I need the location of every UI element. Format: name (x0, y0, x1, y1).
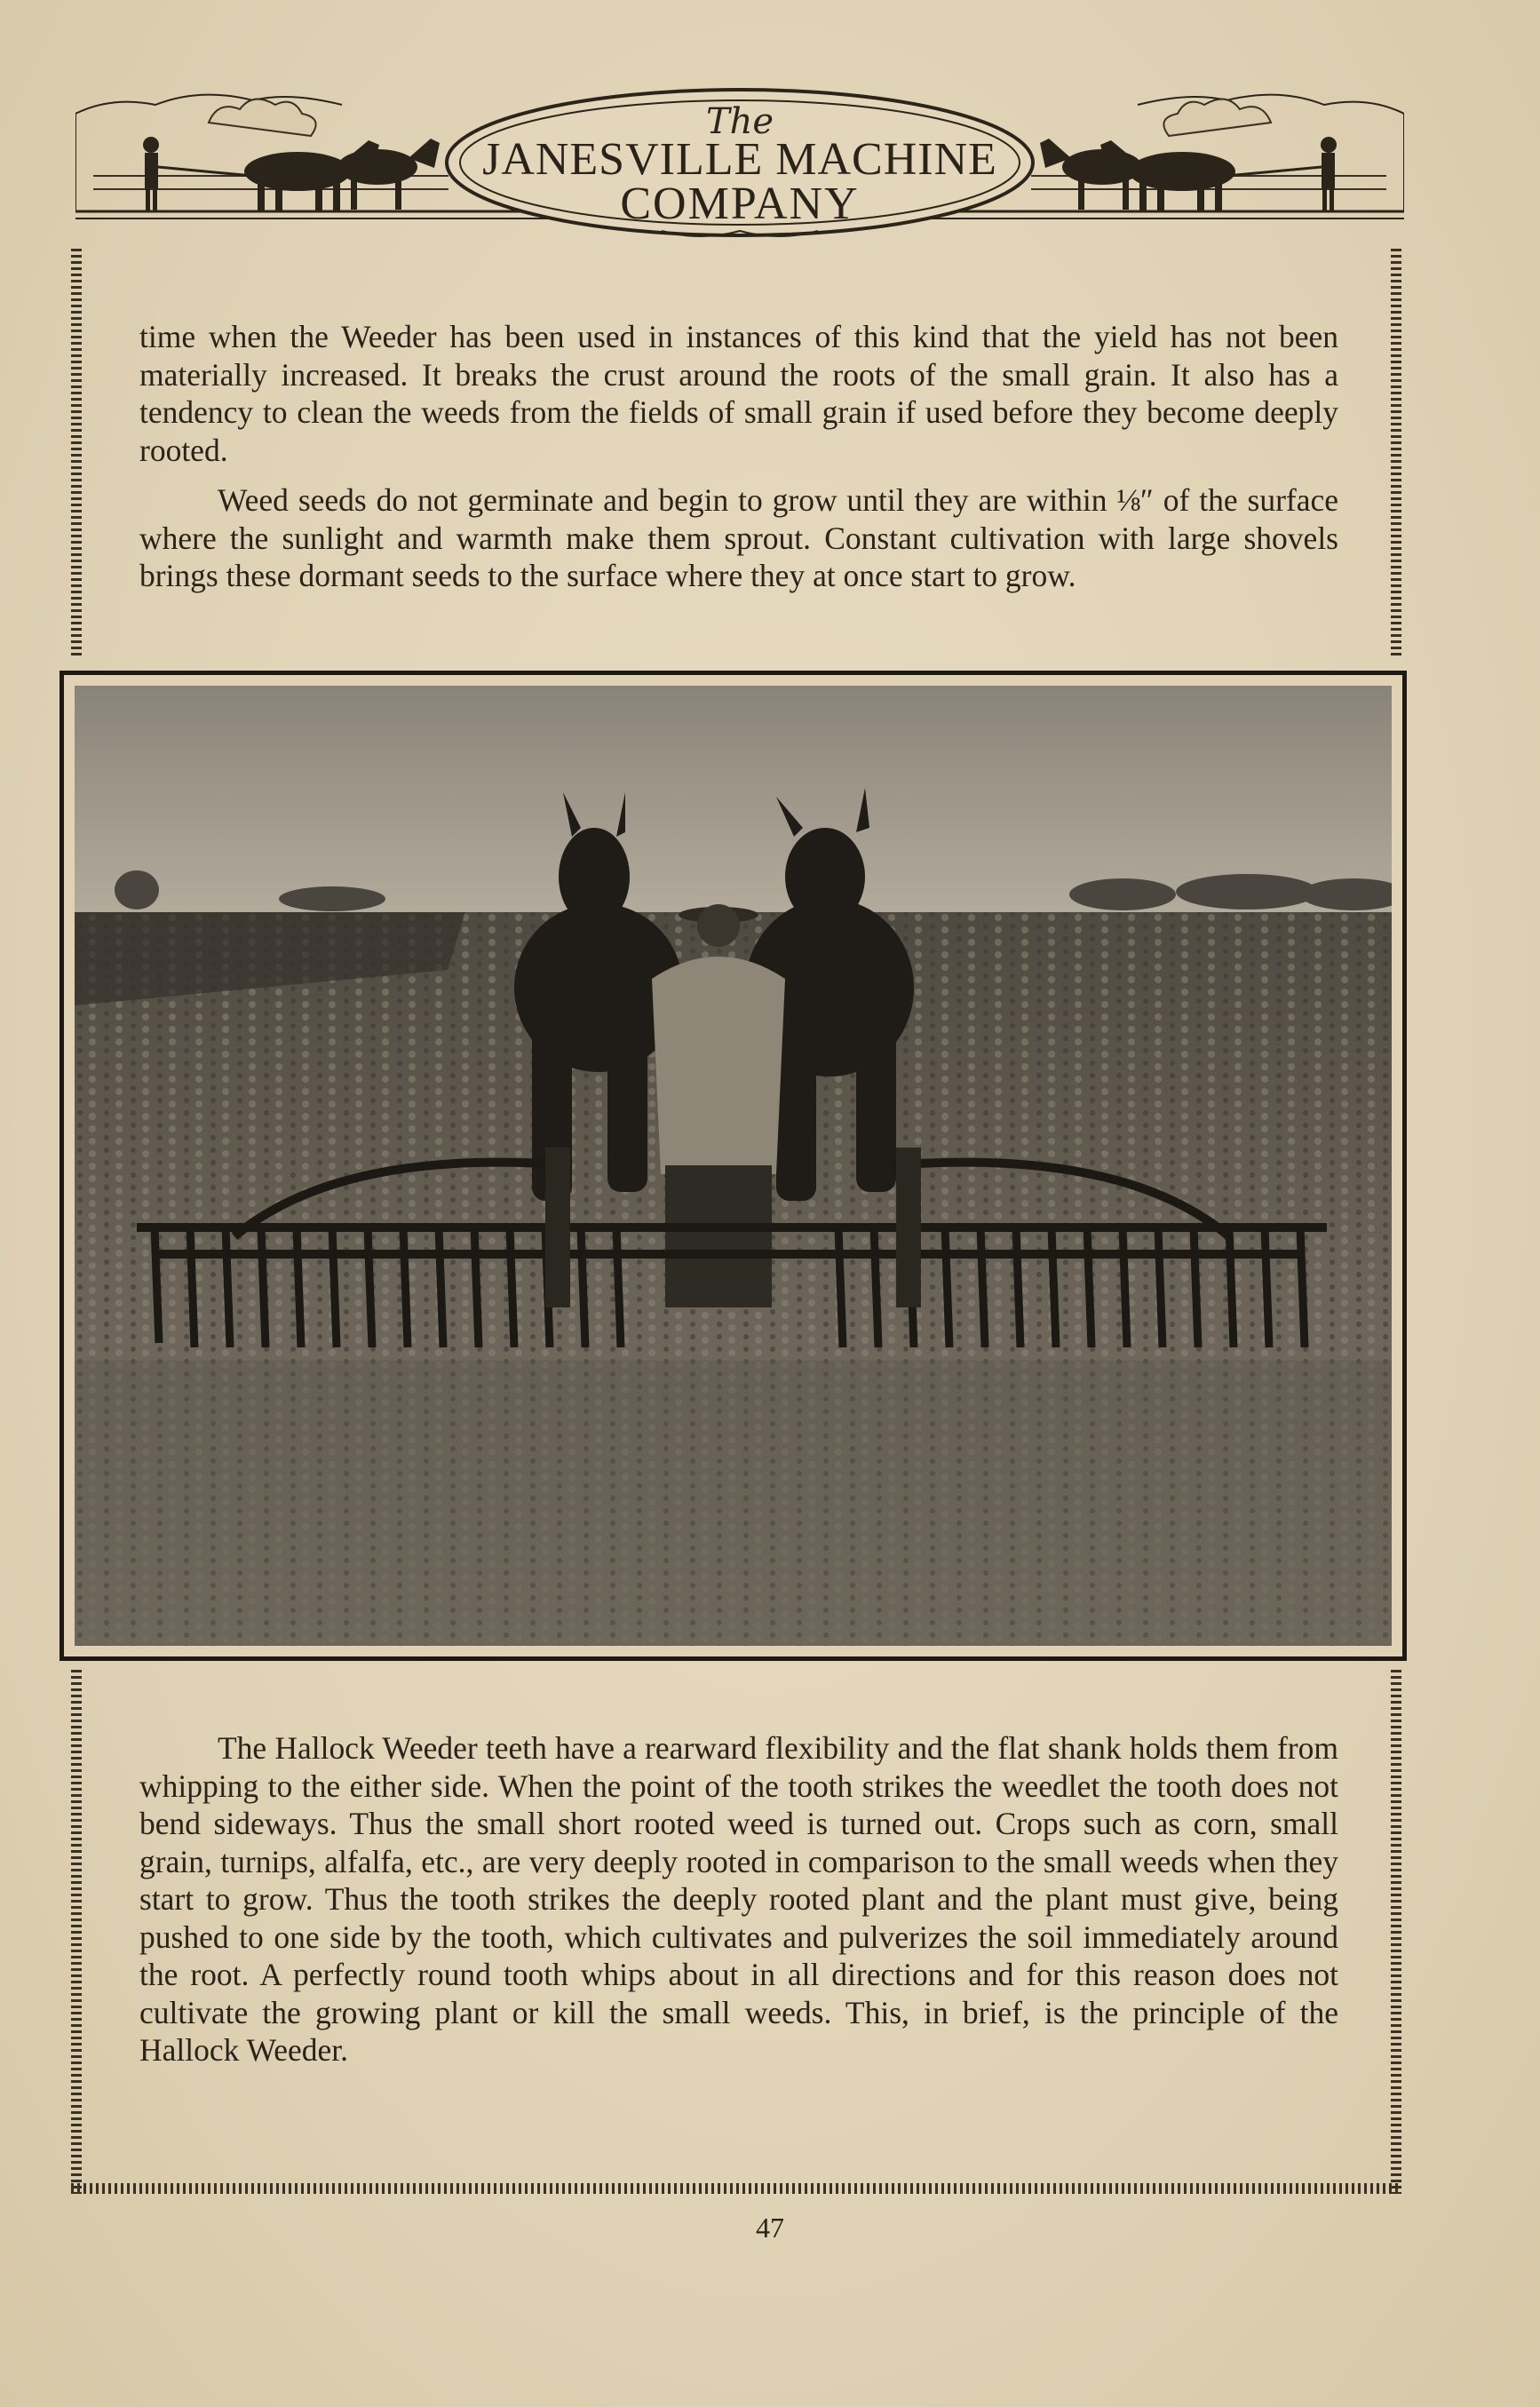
top-text-block (139, 318, 1338, 595)
bottom-text-block (139, 1729, 1338, 2069)
right-border-rule-top (1391, 249, 1401, 657)
company-header-banner (75, 78, 1404, 247)
bottom-border-rule (71, 2183, 1401, 2194)
photo-frame (60, 671, 1407, 1661)
page-number: 47 (756, 2212, 784, 2244)
photo-horses-weeder (75, 686, 1392, 1646)
left-border-rule-bottom (71, 1670, 82, 2194)
company-name-line1: JANESVILLE MACHINE (482, 134, 997, 185)
left-border-rule-top (71, 249, 82, 657)
header-the-script: The (705, 101, 774, 142)
paragraph-continuation: time when the Weeder has been used in instances of this kind that the yield has not been materially increased. It breaks the crust around the roots of the small grain. It also has a tendency to clean the weeds from the fields of small grain if used before they become deeply rooted. (139, 319, 1338, 468)
right-border-rule-bottom (1391, 1670, 1401, 2194)
paragraph-weed-seeds: Weed seeds do not germinate and begin to grow until they are within ⅛″ of the surface where the sunlight and warmth make them sprout. Constant cultivation with large shovels brings these dormant seeds to the surface where they at once start to grow. (139, 482, 1338, 593)
company-name-line2: COMPANY (620, 179, 860, 229)
paragraph-hallock-weeder: The Hallock Weeder teeth have a rearward flexibility and the flat shank holds them from whipping to the either side. When the point of the tooth strikes the weedlet the tooth does not bend sideways. Thus the small short rooted weed is turned out. Crops such as corn, small grain, turnips, alfalfa, etc., are very deeply rooted in comparison to the small weeds when they start to grow. Thus the tooth strikes the deeply rooted plant and the plant must give, being pushed to one side by the tooth, which cultivates and pulverizes the soil immediately around the root. A perfectly round tooth whips about in all directions and for this reason does not cultivate the growing plant or kill the small weeds. This, in brief, is the principle of the Hallock Weeder. (139, 1730, 1338, 2068)
